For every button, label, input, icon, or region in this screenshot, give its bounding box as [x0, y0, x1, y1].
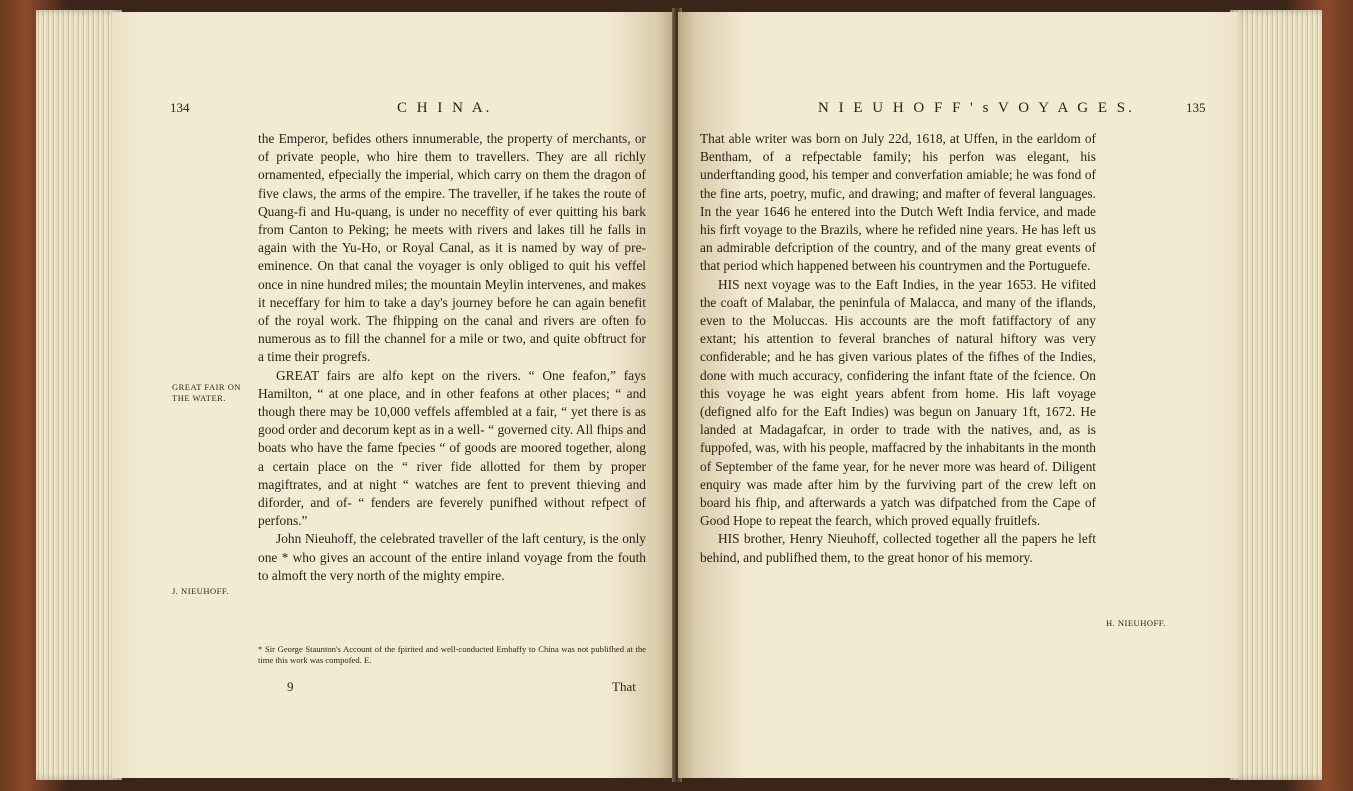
running-head: C H I N A.: [397, 100, 493, 116]
paragraph: the Emperor, befides others innumerable, the property of merchants, or of private people, who hire them to travellers. They are all richly ornamented, efpecially the imperial, which carry on them the dragon of five claws, the arms of the empire. The traveller, if he takes the route of Quang-fi and Hu-quang, is under no neceffity of ever quitting his bark from Canton to Peking; he meets with rivers and lakes till he falls in again with the Yu-Ho, or Royal Canal, as it is named by way of pre-eminence. On that canal the voyager is only obliged to quit his veffel once in nine hundred miles; the mountain Meylin intervenes, and makes it neceffary for him to take a day's journey before he can again benefit of the royal work. The fhipping on the canal and rivers are often fo numerous as to fill the channel for a mile or two, and quite obftruct for a time their progrefs.: [258, 131, 646, 365]
paragraph: John Nieuhoff, the celebrated traveller of the laft century, is the only one * who gives an account of the entire inland voyage from the fouth to almoft the very north of the mighty empire.: [258, 531, 646, 583]
right-page: [678, 12, 1238, 778]
paragraph: That able writer was born on July 22d, 1618, at Uffen, in the earldom of Bentham, of a refpectable family; his perfon was elegant, his underftanding good, his temper and converfation amiable; he was fond of the fine arts, poetry, mufic, and drawing; and mafter of feveral languages. In the year 1646 he entered into the Dutch Weft India fervice, and made his firft voyage to the Brazils, where he refided nine years. He has left us an admirable defcription of the country, and of the many great events of that period which happened between his countrymen and the Portuguefe.: [700, 131, 1096, 274]
sidenote: J. NIEUHOFF.: [172, 586, 230, 596]
paragraph: GREAT fairs are alfo kept on the rivers. “ One feafon,” fays Hamilton, “ at one place, and in other feafons at other places; “ and though there may be 10,000 veffels affembled at a fair, “ yet there is as good order and decorum kept as in a well- “ governed city. All fhips and boats who have the fame fpecies “ of goods are moored together, along a certain place on the “ river fide allotted for them by proper magiftrates, and at night “ watches are fent to prevent thieving and diforder, and of- “ fenders are feverely punifhed without refpect of perfons.”: [258, 367, 646, 529]
sidenote: H. NIEUHOFF.: [1106, 618, 1166, 628]
left-text-block: [258, 130, 646, 585]
right-text-block: [700, 130, 1096, 567]
page-number: 134: [170, 100, 190, 115]
sidenote: GREAT FAIR ON THE WATER.: [172, 382, 241, 403]
footnote: * Sir George Staunton's Account of the fpirited and well-conducted Embaffy to China was not publifhed at the time this work was compofed. E.: [258, 644, 646, 665]
catchword: That: [612, 679, 636, 694]
paragraph: HIS next voyage was to the Eaft Indies, in the year 1653. He vifited the coaft of Malabar, the peninfula of Malacca, and many of the iflands, even to the Moluccas. His accounts are the moft fatiffactory of any extant; his attention to feveral branches of natural hiftory was very confiderable; and he has given various plates of the fifhes of the Indies, done with much accuracy, confidering the infant ftate of the fcience. On this voyage he was eight years abfent from home. His laft voyage (defigned alfo for the Eaft Indies) was begun on January 1ft, 1672. He landed at Madagafcar, in order to trade with the natives, and, as is fuppofed, was, with his people, maffacred by the inhabitants in the month of September of the fame year, for he never more was heard of. Diligent enquiry was made after him by the furviving part of the crew left on board his fhip, and afterwards a yatch was difpatched from the Cape of Good Hope to repeat the fearch, which proved equally fruitlefs.: [700, 276, 1096, 529]
page-number: 135: [1186, 100, 1206, 115]
paragraph: HIS brother, Henry Nieuhoff, collected together all the papers he left behind, and publifhed them, to the great honor of his memory.: [700, 531, 1096, 565]
running-head: N I E U H O F F ' s V O Y A G E S.: [818, 100, 1135, 116]
left-page: [112, 12, 675, 778]
signature-mark: 9: [287, 679, 294, 694]
left-page-edges: [36, 10, 122, 780]
right-page-edges: [1230, 10, 1322, 780]
